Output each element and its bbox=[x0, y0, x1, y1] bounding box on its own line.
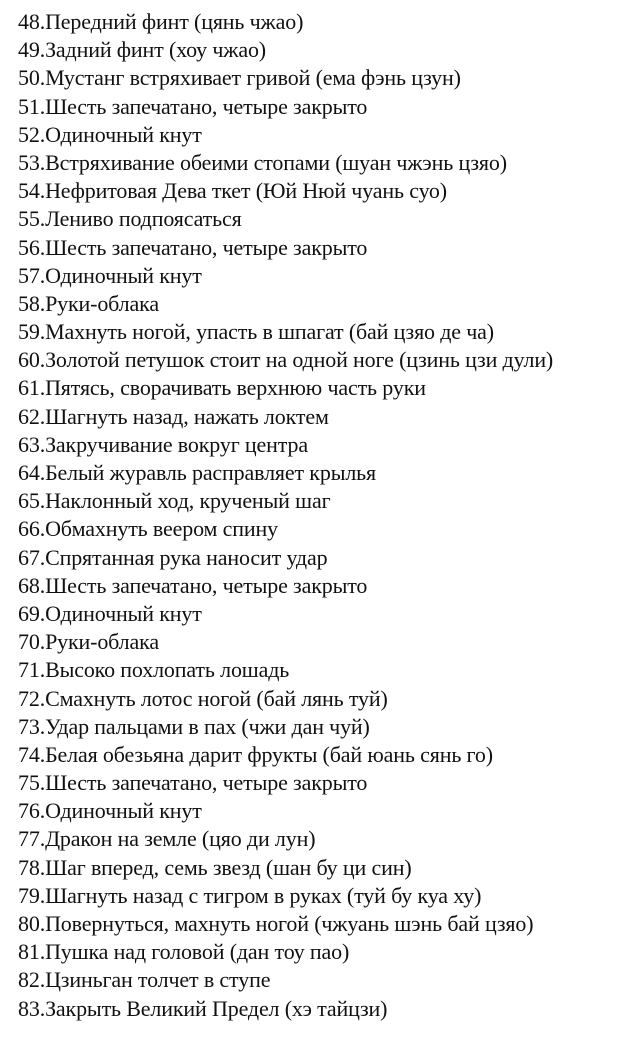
item-text: Спрятанная рука наносит удар bbox=[45, 544, 328, 570]
item-text: Дракон на земле (цяо ди лун) bbox=[45, 826, 316, 852]
list-item bbox=[18, 346, 628, 374]
item-text: Шагнуть назад с тигром в руках (туй бу куа ху) bbox=[45, 882, 482, 908]
item-number: 51 . bbox=[18, 93, 45, 121]
item-text: Махнуть ногой, упасть в шпагат (бай цзяо де ча) bbox=[45, 319, 494, 345]
item-number: 68 . bbox=[18, 572, 45, 600]
item-number: 65 . bbox=[18, 487, 45, 515]
item-number: 76 . bbox=[18, 797, 45, 825]
list-item bbox=[18, 685, 628, 713]
item-text: Руки-облака bbox=[45, 629, 159, 655]
item-text: Одиночный кнут bbox=[45, 121, 202, 147]
item-number: 56 . bbox=[18, 234, 45, 262]
item-number: 53 . bbox=[18, 149, 45, 177]
list-item bbox=[18, 966, 628, 994]
item-number: 83 . bbox=[18, 995, 45, 1023]
item-number: 69 . bbox=[18, 600, 45, 628]
item-number: 58 . bbox=[18, 290, 45, 318]
item-text: Шагнуть назад, нажать локтем bbox=[45, 403, 329, 429]
item-text: Смахнуть лотос ногой (бай лянь туй) bbox=[45, 685, 388, 711]
list-item bbox=[18, 431, 628, 459]
list-item bbox=[18, 8, 628, 36]
item-number: 73 . bbox=[18, 713, 45, 741]
item-text: Шесть запечатано, четыре закрыто bbox=[45, 234, 368, 260]
item-text: Одиночный кнут bbox=[45, 262, 202, 288]
item-number: 70 . bbox=[18, 628, 45, 656]
list-item bbox=[18, 36, 628, 64]
item-text: Шесть запечатано, четыре закрыто bbox=[45, 770, 368, 796]
list-item bbox=[18, 910, 628, 938]
item-text: Пушка над головой (дан тоу пао) bbox=[45, 939, 350, 965]
list-item bbox=[18, 290, 628, 318]
item-number: 74 . bbox=[18, 741, 45, 769]
item-text: Руки-облака bbox=[45, 290, 159, 316]
item-text: Мустанг встряхивает гривой (ема фэнь цзун) bbox=[45, 65, 461, 91]
item-text: Одиночный кнут bbox=[45, 600, 202, 626]
list-item bbox=[18, 628, 628, 656]
item-text: Лениво подпоясаться bbox=[45, 206, 242, 232]
list-item bbox=[18, 121, 628, 149]
item-text: Повернуться, махнуть ногой (чжуань шэнь бай цзяо) bbox=[45, 911, 534, 936]
item-text: Встряхивание обеими стопами (шуан чжэнь цзяо) bbox=[45, 149, 507, 175]
item-text: Задний финт (хоу чжао) bbox=[45, 37, 266, 63]
list-item bbox=[18, 713, 628, 741]
item-text: Высоко похлопать лошадь bbox=[45, 657, 290, 683]
item-text: Белая обезьяна дарит фрукты (бай юань сянь го) bbox=[45, 741, 493, 767]
item-number: 71 . bbox=[18, 656, 45, 684]
item-text: Наклонный ход, крученый шаг bbox=[45, 488, 331, 514]
list-item bbox=[18, 600, 628, 628]
list-item bbox=[18, 825, 628, 853]
list-item bbox=[18, 995, 628, 1023]
list-item bbox=[18, 797, 628, 825]
list-item bbox=[18, 374, 628, 402]
item-number: 55 . bbox=[18, 205, 45, 233]
item-text: Шаг вперед, семь звезд (шан бу ци син) bbox=[45, 854, 412, 880]
list-item bbox=[18, 205, 628, 233]
item-number: 50 . bbox=[18, 64, 45, 92]
list-item bbox=[18, 882, 628, 910]
item-text: Передний финт (цянь чжао) bbox=[45, 9, 304, 34]
item-number: 80 . bbox=[18, 910, 45, 938]
item-number: 72 . bbox=[18, 685, 45, 713]
item-text: Белый журавль расправляет крылья bbox=[45, 460, 377, 485]
item-text: Одиночный кнут bbox=[45, 798, 202, 824]
item-number: 75 . bbox=[18, 769, 45, 797]
list-item bbox=[18, 318, 628, 346]
item-number: 61 . bbox=[18, 374, 45, 402]
item-text: Обмахнуть веером спину bbox=[45, 516, 278, 542]
item-number: 77 . bbox=[18, 825, 45, 853]
item-number: 64 . bbox=[18, 459, 45, 487]
item-text: Закрыть Великий Предел (хэ тайцзи) bbox=[45, 995, 388, 1021]
item-text: Шесть запечатано, четыре закрыто bbox=[45, 93, 368, 119]
list-item bbox=[18, 515, 628, 543]
item-text: Закручивание вокруг центра bbox=[45, 431, 308, 457]
item-number: 60 . bbox=[18, 346, 45, 374]
item-number: 54 . bbox=[18, 177, 45, 205]
list-item bbox=[18, 656, 628, 684]
item-number: 49 . bbox=[18, 36, 45, 64]
item-text: Цзиньган толчет в ступе bbox=[45, 967, 271, 993]
item-number: 57 . bbox=[18, 262, 45, 290]
list-item bbox=[18, 572, 628, 600]
list-item bbox=[18, 769, 628, 797]
item-text: Нефритовая Дева ткет (Юй Нюй чуань суо) bbox=[45, 178, 447, 204]
item-number: 82 . bbox=[18, 966, 45, 994]
list-item bbox=[18, 459, 628, 487]
list-item bbox=[18, 854, 628, 882]
list-item bbox=[18, 149, 628, 177]
item-number: 81 . bbox=[18, 938, 45, 966]
list-item bbox=[18, 403, 628, 431]
list-item bbox=[18, 544, 628, 572]
item-number: 79 . bbox=[18, 882, 45, 910]
list-item bbox=[18, 262, 628, 290]
list-item bbox=[18, 741, 628, 769]
item-number: 59 . bbox=[18, 318, 45, 346]
item-number: 66 . bbox=[18, 515, 45, 543]
item-number: 63 . bbox=[18, 431, 45, 459]
item-text: Удар пальцами в пах (чжи дан чуй) bbox=[45, 713, 370, 739]
item-text: Шесть запечатано, четыре закрыто bbox=[45, 572, 368, 598]
list-item bbox=[18, 64, 628, 92]
item-number: 67 . bbox=[18, 544, 45, 572]
item-number: 62 . bbox=[18, 403, 45, 431]
item-number: 52 . bbox=[18, 121, 45, 149]
item-text: Золотой петушок стоит на одной ноге (цзинь цзи дули) bbox=[45, 347, 554, 373]
list-item bbox=[18, 487, 628, 515]
document-page bbox=[18, 8, 628, 1023]
list-item bbox=[18, 177, 628, 205]
movement-list bbox=[18, 8, 628, 1023]
list-item bbox=[18, 93, 628, 121]
list-item bbox=[18, 234, 628, 262]
list-item bbox=[18, 938, 628, 966]
item-number: 78 . bbox=[18, 854, 45, 882]
item-text: Пятясь, сворачивать верхнюю часть руки bbox=[45, 375, 426, 401]
item-number: 48 . bbox=[18, 8, 45, 36]
